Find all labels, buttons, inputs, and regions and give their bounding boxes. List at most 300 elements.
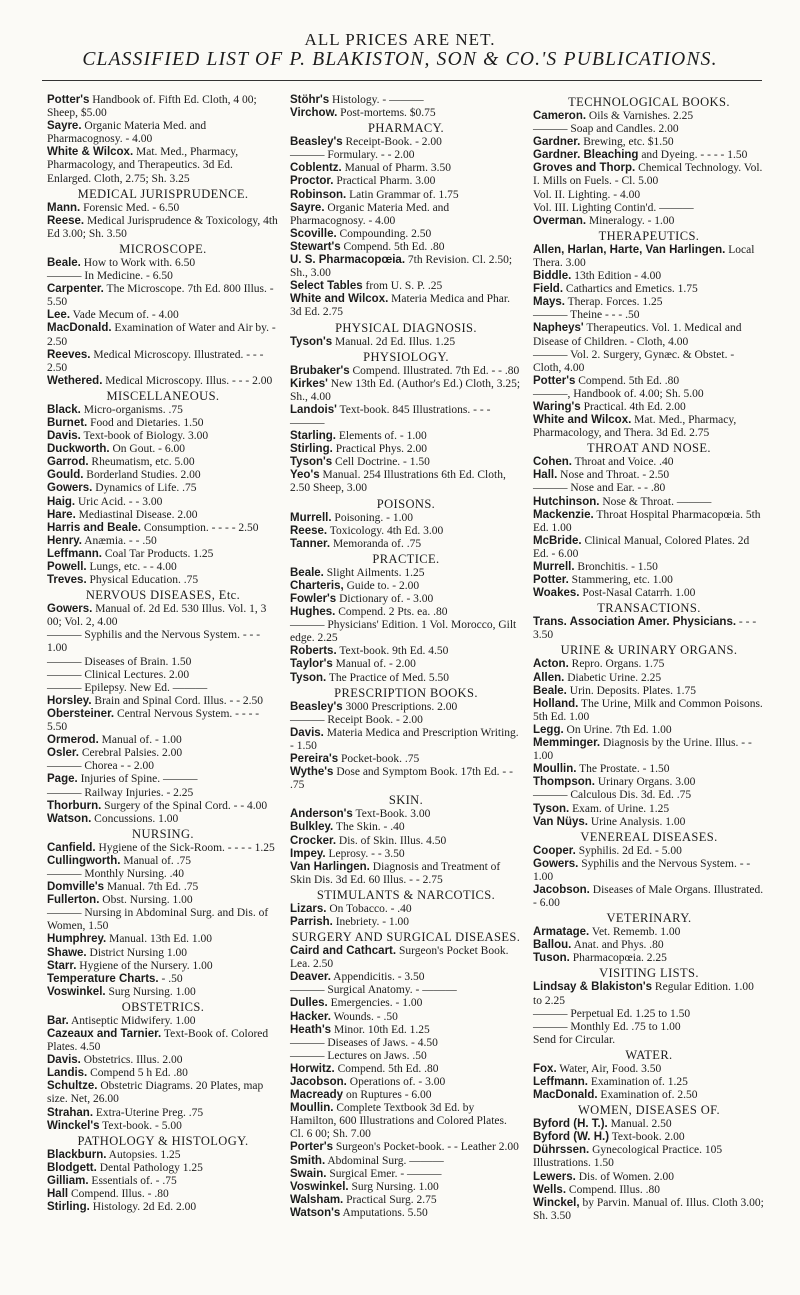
author-name: Blodgett. — [47, 1161, 97, 1174]
book-entry — [533, 574, 765, 587]
section-heading: VISITING LISTS. — [599, 966, 699, 981]
entry-details: Mat. Med., Pharmacy, Pharmacology, and Thera. 3d Ed. 2.75 — [533, 414, 737, 440]
author-name: Waring's — [533, 400, 581, 413]
book-entry — [290, 997, 522, 1010]
book-entry — [290, 1024, 522, 1037]
entry-details: ——— Nose and Ear. - - .80 — [533, 482, 666, 495]
entry-details: Brain and Spinal Cord. Illus. - - 2.50 — [91, 694, 264, 707]
author-name: Black. — [47, 403, 81, 416]
entry-details: ——— Perpetual Ed. 1.25 to 1.50 — [533, 1007, 691, 1020]
book-entry — [533, 149, 765, 162]
book-entry — [533, 698, 765, 724]
author-name: Horsley. — [47, 694, 92, 707]
entry-details: ——— Nursing in Abdominal Surg. and Dis. of Women, 1.50 — [47, 907, 269, 933]
author-name: Lindsay & Blakiston's — [533, 981, 653, 994]
author-name: Cameron. — [533, 110, 587, 122]
entry-details: Emergencies. - 1.00 — [327, 997, 423, 1010]
author-name: Tanner. — [290, 537, 331, 550]
entry-details: Syphilis. 2d Ed. - 5.00 — [575, 844, 682, 857]
author-name: Memminger. — [533, 737, 601, 750]
author-name: Parrish. — [290, 915, 333, 928]
book-entry — [47, 1188, 279, 1201]
book-entry — [47, 257, 279, 270]
author-name: Mackenzie. — [533, 508, 594, 521]
author-name: Impey. — [290, 847, 326, 860]
section-heading: NERVOUS DISEASES, Etc. — [85, 588, 241, 603]
entry-details: Consumption. - - - - 2.50 — [140, 521, 259, 534]
column-1 — [47, 94, 279, 1214]
book-entry — [533, 1184, 765, 1197]
catalog-title: CLASSIFIED LIST OF P. BLAKISTON, SON & CO.'S PUBLICATIONS. — [82, 49, 718, 70]
book-entry — [47, 669, 279, 682]
entry-details: Dictionary of. - 3.00 — [336, 593, 434, 605]
book-entry — [533, 110, 765, 123]
author-name: Hacker. — [290, 1010, 331, 1023]
book-entry — [533, 270, 765, 283]
book-entry — [290, 404, 522, 430]
book-entry — [290, 1155, 522, 1168]
book-entry — [290, 280, 522, 293]
book-entry — [290, 1076, 522, 1089]
entry-details: Manual. 254 Illustrations 6th Ed. Cloth, 2.50 Sheep, 3.00 — [290, 469, 506, 495]
entry-details: Essentials of. - .75 — [88, 1174, 177, 1187]
author-name: White and Wilcox. — [533, 414, 632, 427]
author-name: Field. — [533, 283, 564, 296]
section-heading: PHYSIOLOGY. — [363, 349, 449, 364]
entry-details: on Ruptures - 6.00 — [343, 1089, 432, 1102]
author-name: Van Nüys. — [533, 815, 588, 828]
section-heading: MICROSCOPE. — [119, 241, 207, 256]
entry-details: Manual. 2d Ed. Illus. 1.25 — [332, 335, 456, 348]
author-name: Fox. — [533, 1062, 557, 1075]
entry-details: ——— Diseases of Brain. 1.50 — [47, 655, 192, 668]
entry-details: New 13th Ed. (Author's Ed.) Cloth, 3.25; Sh., 4.00 — [290, 377, 521, 403]
author-name: Gould. — [47, 469, 84, 482]
entry-details: Text-book. 9th Ed. 4.50 — [336, 645, 449, 658]
book-entry — [290, 430, 522, 443]
entry-details: Poisoning. - 1.00 — [331, 511, 414, 524]
section-heading: THERAPEUTICS. — [598, 228, 700, 243]
book-entry — [47, 1015, 279, 1028]
book-entry — [533, 162, 765, 188]
author-name: Scoville. — [290, 227, 337, 240]
entry-details: Diagnosis and Treatment of Skin Dis. 3d Ed. 60 Illus. - - 2.75 — [290, 860, 501, 886]
author-name: Byford (W. H.) — [533, 1131, 610, 1144]
book-entry — [47, 695, 279, 708]
entry-details: Receipt-Book. - 2.00 — [342, 136, 442, 149]
book-entry — [47, 1107, 279, 1120]
book-entry — [47, 120, 279, 146]
book-entry — [47, 535, 279, 548]
author-name: Gardner. — [533, 136, 581, 149]
entry-details: Examination of. 1.25 — [587, 1076, 688, 1088]
header-rule — [42, 80, 762, 81]
entry-details: - - - 3.50 — [533, 616, 757, 642]
book-entry — [533, 123, 765, 136]
book-entry — [290, 336, 522, 349]
entry-details: Micro-organisms. .75 — [80, 403, 183, 416]
author-name: Macready — [290, 1089, 344, 1102]
author-name: Shawe. — [47, 946, 87, 959]
book-entry — [47, 1120, 279, 1133]
book-entry — [290, 175, 522, 188]
author-name: Ormerod. — [47, 734, 99, 747]
author-name: Watson's — [290, 1206, 341, 1219]
book-entry — [533, 1131, 765, 1144]
book-entry — [47, 1162, 279, 1175]
entry-details: Manual of. - 2.00 — [332, 658, 416, 671]
entry-details: Central Nervous System. - - - - 5.50 — [47, 707, 260, 734]
entry-details: 7th Revision. Cl. 2.50; Sh., 3.00 — [290, 254, 513, 280]
book-entry — [533, 244, 765, 270]
book-entry — [47, 855, 279, 868]
entry-details: Text-Book of. Colored Plates. 4.50 — [47, 1028, 269, 1054]
entry-details: Injuries of Spine. ——— — [77, 773, 198, 786]
author-name: Holland. — [533, 697, 579, 710]
entry-details: Lungs, etc. - - 4.00 — [86, 561, 177, 573]
entry-details: How to Work with. 6.50 — [80, 256, 196, 269]
entry-details: Manual of. .75 — [120, 854, 192, 867]
author-name: Davis. — [47, 430, 81, 443]
author-name: Tyson. — [290, 671, 327, 684]
book-entry — [533, 763, 765, 776]
author-name: McBride. — [533, 534, 582, 547]
entry-details: Mineralogy. - 1.00 — [586, 214, 675, 227]
author-name: Duckworth. — [47, 443, 110, 456]
book-entry — [290, 903, 522, 916]
entry-details: Manual of. - 1.00 — [98, 734, 182, 747]
section-heading: WOMEN, DISEASES OF. — [577, 1103, 721, 1118]
author-name: Pereira's — [290, 753, 339, 766]
entry-details: Surgery of the Spinal Cord. - - 4.00 — [101, 799, 268, 812]
book-entry — [290, 456, 522, 469]
price-notice: ALL PRICES ARE NET. — [304, 30, 496, 49]
entry-details: Hygiene of the Sick-Room. - - - - 1.25 — [95, 841, 275, 854]
author-name: Lizars. — [290, 902, 327, 915]
entry-details: Vade Mecum of. - 4.00 — [70, 309, 179, 322]
entry-details: ——— Surgical Anatomy. - ——— — [290, 984, 457, 997]
book-entry — [47, 1067, 279, 1080]
author-name: Allen, Harlan, Harte, Van Harlingen. — [533, 243, 726, 256]
book-entry — [47, 375, 279, 388]
entry-details: Post-mortems. $0.75 — [337, 107, 436, 120]
section-heading: OBSTETRICS. — [121, 999, 205, 1014]
book-entry — [290, 1141, 522, 1154]
entry-details: Compend. Illus. - .80 — [68, 1188, 169, 1201]
book-entry — [47, 1149, 279, 1162]
author-name: Potter's — [533, 374, 576, 387]
author-name: Bulkley. — [290, 821, 334, 834]
book-entry — [47, 747, 279, 760]
book-entry — [290, 658, 522, 671]
author-name: Treves. — [47, 574, 87, 587]
entry-details: Chemical Technology. Vol. I. Mills on Fuels. - Cl. 5.00 — [533, 162, 763, 188]
book-entry — [47, 443, 279, 456]
author-name: Haig. — [47, 495, 76, 508]
book-entry — [533, 803, 765, 816]
entry-details: Text-book. 845 Illustrations. - - - ——— — [290, 403, 491, 429]
author-name: Stewart's — [290, 240, 341, 253]
book-entry — [290, 241, 522, 254]
entry-details: Practical Phys. 2.00 — [332, 443, 428, 456]
book-entry — [290, 136, 522, 149]
book-entry — [47, 894, 279, 907]
entry-details: Coal Tar Products. 1.25 — [101, 547, 214, 560]
entry-details: Bronchitis. - 1.50 — [574, 561, 658, 573]
book-entry — [47, 760, 279, 773]
entry-details: Cathartics and Emetics. 1.75 — [563, 283, 698, 296]
entry-details: Elements of. - 1.00 — [336, 430, 427, 443]
entry-details: On Tobacco. - .40 — [326, 902, 412, 915]
book-entry — [47, 349, 279, 375]
author-name: Cullingworth. — [47, 854, 121, 867]
book-entry — [533, 658, 765, 671]
book-entry — [290, 1011, 522, 1024]
book-entry — [47, 933, 279, 946]
entry-details: and Dyeing. - - - - 1.50 — [638, 149, 748, 162]
entry-details: Oils & Varnishes. 2.25 — [586, 110, 694, 122]
entry-details: On Urine. 7th Ed. 1.00 — [563, 723, 672, 736]
author-name: Coblentz. — [290, 162, 342, 175]
book-entry — [290, 835, 522, 848]
entry-details: Compend. 5th Ed. .80 — [334, 1062, 439, 1075]
section-heading: PRESCRIPTION BOOKS. — [334, 685, 478, 700]
entry-details: The Prostate. - 1.50 — [576, 763, 670, 776]
entry-details: ——— Epilepsy. New Ed. ——— — [47, 681, 208, 694]
entry-details: Wounds. - .50 — [330, 1010, 398, 1023]
column-2 — [290, 94, 522, 1220]
author-name: White & Wilcox. — [47, 146, 134, 159]
author-name: Canfield. — [47, 841, 96, 854]
author-name: Beasley's — [290, 136, 343, 149]
book-entry — [47, 430, 279, 443]
author-name: Hall — [47, 1188, 69, 1201]
book-entry — [47, 881, 279, 894]
entry-details: Cerebral Palsies. 2.00 — [78, 747, 183, 760]
author-name: Schultze. — [47, 1080, 98, 1093]
section-heading: TECHNOLOGICAL BOOKS. — [568, 95, 730, 109]
entry-details: Complete Textbook 3d Ed. by Hamilton, 600 Illustrations and Colored Plates. Cl. 6 00; Sh. 7.00 — [290, 1102, 507, 1141]
author-name: Heath's — [290, 1023, 332, 1036]
author-name: Beale. — [290, 566, 324, 579]
book-entry — [290, 580, 522, 593]
entry-details: Operations of. - 3.00 — [346, 1076, 446, 1088]
author-name: Davis. — [47, 1054, 81, 1067]
book-entry — [533, 375, 765, 388]
entry-details: ——— Monthly Nursing. .40 — [47, 867, 185, 880]
book-entry — [533, 1118, 765, 1131]
book-entry — [290, 714, 522, 727]
author-name: Walsham. — [290, 1193, 344, 1206]
entry-details: Throat and Voice. .40 — [571, 456, 674, 469]
author-name: Allen. — [533, 671, 565, 684]
entry-details: Diabetic Urine. 2.25 — [564, 671, 662, 684]
author-name: Dührssen. — [533, 1144, 590, 1157]
book-entry — [533, 561, 765, 574]
entry-details: Concussions. 1.00 — [91, 812, 179, 825]
entry-details: Vol. II. Lighting. - 4.00 — [533, 188, 641, 201]
book-entry — [533, 939, 765, 952]
section-heading: VENEREAL DISEASES. — [580, 829, 718, 844]
book-entry — [533, 215, 765, 228]
section-heading: PHYSICAL DIAGNOSIS. — [335, 320, 477, 335]
book-entry — [290, 567, 522, 580]
author-name: Strahan. — [47, 1106, 94, 1119]
book-entry — [290, 94, 522, 107]
author-name: Burnet. — [47, 416, 88, 429]
book-entry — [533, 1063, 765, 1076]
book-entry — [533, 1008, 765, 1021]
book-entry — [47, 1175, 279, 1188]
author-name: Murrell. — [533, 561, 575, 573]
entry-details: Hygiene of the Nursery. 1.00 — [76, 959, 213, 972]
entry-details: ——— Railway Injuries. - 2.25 — [47, 786, 194, 799]
entry-details: Surg Nursing. 1.00 — [348, 1180, 439, 1193]
entry-details: Therapeutics. Vol. 1. Medical and Disease of Children. - Cloth, 4.00 — [533, 322, 742, 348]
entry-details: Memoranda of. .75 — [330, 537, 422, 550]
entry-details: Guide to. - 2.00 — [343, 579, 420, 592]
book-entry — [533, 202, 765, 215]
author-name: Potter. — [533, 574, 569, 587]
author-name: MacDonald. — [47, 322, 112, 335]
book-entry — [290, 753, 522, 766]
entry-details: Compend 5 h Ed. .80 — [87, 1067, 188, 1080]
author-name: Deaver. — [290, 971, 331, 984]
author-name: Temperature Charts. — [47, 972, 159, 985]
author-name: Tuson. — [533, 952, 570, 965]
author-name: Thorburn. — [47, 799, 102, 812]
entry-details: Regular Edition. 1.00 to 2.25 — [533, 981, 754, 1007]
book-entry — [290, 202, 522, 228]
entry-details: Dose and Symptom Book. 17th Ed. - - .75 — [290, 766, 513, 792]
author-name: Leffmann. — [533, 1076, 588, 1088]
book-entry — [533, 189, 765, 202]
section-heading: URINE & URINARY ORGANS. — [560, 643, 738, 658]
entry-details: Mediastinal Disease. 2.00 — [75, 508, 198, 521]
author-name: Jacobson. — [290, 1076, 347, 1088]
author-name: Mann. — [47, 201, 81, 214]
entry-details: Obst. Nursing. 1.00 — [99, 894, 193, 907]
book-entry — [290, 821, 522, 834]
book-entry — [47, 907, 279, 933]
book-entry — [47, 1054, 279, 1067]
book-entry — [533, 456, 765, 469]
entry-details: Examination of. 2.50 — [597, 1089, 698, 1102]
entry-details: Text-book of Biology. 3.00 — [80, 430, 209, 443]
book-entry — [533, 414, 765, 440]
entry-details: 3000 Prescriptions. 2.00 — [342, 700, 458, 713]
entry-details: Minor. 10th Ed. 1.25 — [331, 1023, 430, 1036]
entry-details: Slight Ailments. 1.25 — [323, 566, 425, 579]
book-entry — [533, 401, 765, 414]
book-entry — [47, 509, 279, 522]
book-entry — [533, 283, 765, 296]
section-heading: PRACTICE. — [372, 551, 440, 566]
book-entry — [290, 984, 522, 997]
column-3 — [533, 94, 765, 1223]
author-name: Humphrey. — [47, 933, 107, 946]
entry-details: Send for Circular. — [533, 1033, 616, 1046]
book-entry — [533, 388, 765, 401]
entry-details: ——— Lectures on Jaws. .50 — [290, 1049, 427, 1062]
book-entry — [47, 734, 279, 747]
book-entry — [290, 701, 522, 714]
book-entry — [47, 1028, 279, 1054]
entry-details: Repro. Organs. 1.75 — [568, 658, 665, 671]
book-entry — [290, 228, 522, 241]
entry-details: Compend. Illus. .80 — [566, 1183, 660, 1196]
entry-details: Pocket-book. .75 — [338, 753, 420, 766]
entry-details: Autopsies. 1.25 — [106, 1148, 181, 1161]
author-name: Legg. — [533, 723, 564, 736]
book-entry — [47, 202, 279, 215]
author-name: Bar. — [47, 1014, 69, 1027]
book-entry — [47, 574, 279, 587]
author-name: U. S. Pharmacopœia. — [290, 254, 406, 267]
author-name: Woakes. — [533, 587, 580, 600]
author-name: Proctor. — [290, 175, 334, 188]
entry-details: Nose & Throat. ——— — [599, 495, 712, 508]
book-entry — [290, 848, 522, 861]
book-entry — [533, 724, 765, 737]
author-name: Fullerton. — [47, 894, 100, 907]
entry-details: Anat. and Phys. .80 — [571, 939, 664, 952]
author-name: Harris and Beale. — [47, 521, 141, 534]
entry-details: On Gout. - 6.00 — [109, 443, 186, 456]
book-entry — [290, 1194, 522, 1207]
book-entry — [290, 293, 522, 319]
author-name: Beasley's — [290, 700, 343, 713]
author-name: Voswinkel. — [47, 985, 106, 998]
entry-details: Manual of. 2d Ed. 530 Illus. Vol. 1, 3 00; Vol. 2, 4.00 — [47, 603, 267, 629]
book-entry — [47, 270, 279, 283]
section-heading: VETERINARY. — [606, 911, 692, 926]
entry-details: Compend. 2 Pts. ea. .80 — [335, 606, 448, 619]
entry-details: Anæmia. - - .50 — [81, 534, 157, 547]
author-name: White and Wilcox. — [290, 293, 389, 306]
author-name: Porter's — [290, 1141, 334, 1154]
entry-details: Materia Medica and Prescription Writing. - 1.50 — [290, 726, 519, 752]
author-name: Jacobson. — [533, 883, 590, 896]
book-entry — [290, 1063, 522, 1076]
author-name: Fowler's — [290, 593, 337, 605]
author-name: Sayre. — [290, 201, 325, 214]
author-name: Mays. — [533, 296, 565, 309]
entry-details: ——— Clinical Lectures. 2.00 — [47, 668, 190, 681]
entry-details: Manual. 2.50 — [607, 1118, 672, 1131]
section-heading: TRANSACTIONS. — [597, 601, 701, 616]
entry-details: Manual of Pharm. 3.50 — [341, 162, 451, 175]
author-name: Hughes. — [290, 606, 336, 619]
entry-details: Food and Dietaries. 1.50 — [87, 416, 204, 429]
entry-details: by Parvin. Manual of. Illus. Cloth 3.00; Sh. 3.50 — [533, 1196, 764, 1222]
entry-details: Text-Book. 3.00 — [352, 808, 431, 821]
entry-details: Organic Materia Med. and Pharmacognosy. - 4.00 — [290, 201, 450, 227]
section-heading: SKIN. — [388, 793, 424, 808]
entry-details: Exam. of Urine. 1.25 — [569, 802, 670, 815]
book-entry — [533, 1021, 765, 1034]
book-entry — [290, 512, 522, 525]
author-name: Yeo's — [290, 469, 320, 482]
author-name: Cooper. — [533, 844, 576, 857]
author-name: Sayre. — [47, 120, 82, 133]
author-name: Dulles. — [290, 997, 328, 1010]
author-name: Page. — [47, 773, 78, 786]
author-name: Kirkes' — [290, 377, 328, 390]
author-name: Thompson. — [533, 776, 595, 789]
book-entry — [533, 685, 765, 698]
entry-details: Gynecological Practice. 105 Illustrations. 1.50 — [533, 1144, 723, 1170]
